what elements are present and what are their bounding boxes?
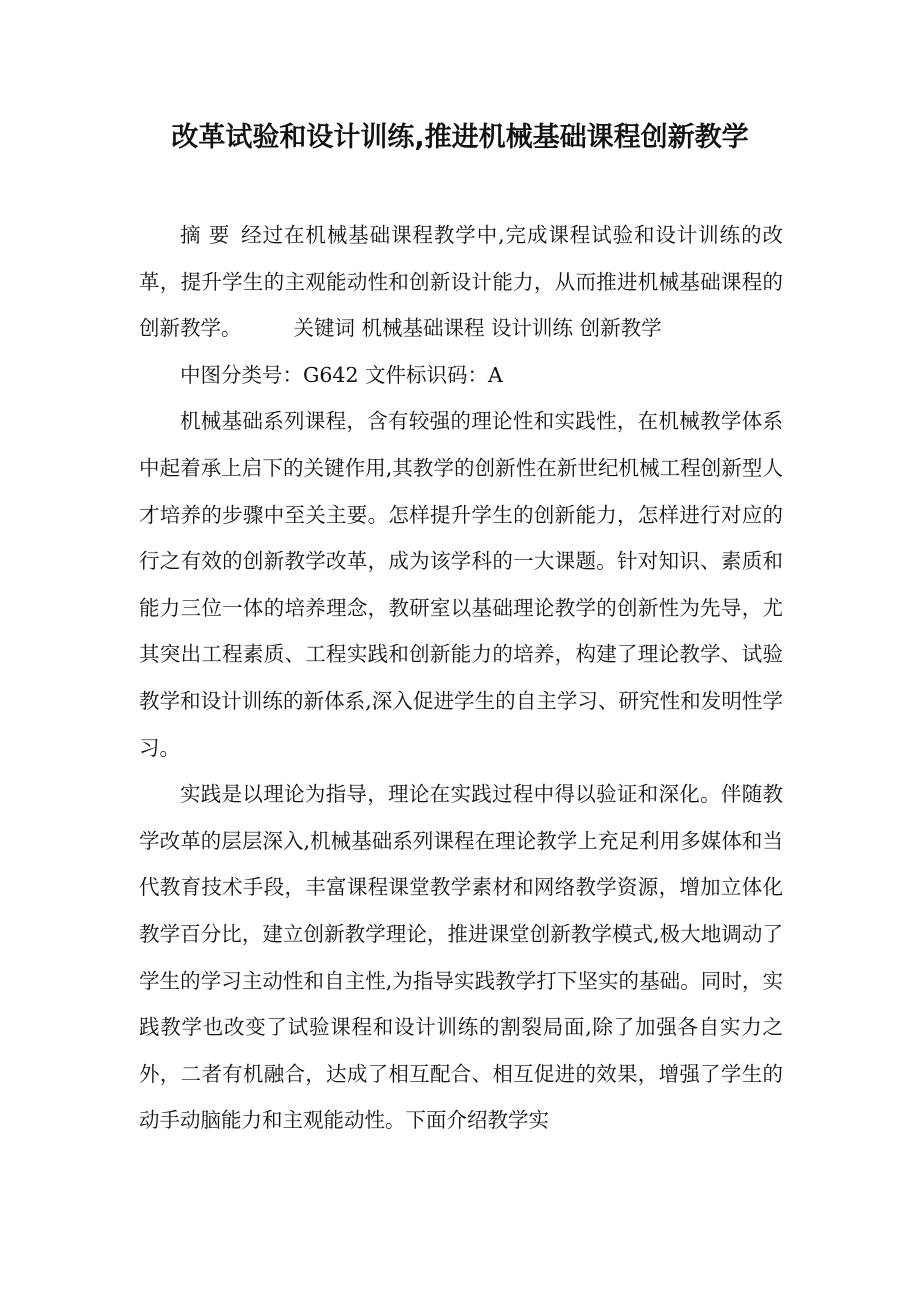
document-body: [139, 212, 783, 1144]
keywords-text: 机械基础课程 设计训练 创新教学: [361, 316, 662, 341]
body-paragraph-1: 机械基础系列课程，含有较强的理论性和实践性，在机械教学体系中起着承上启下的关键作用,其教学的创新性在新世纪机械工程创新型人才培养的步骤中至关主要。怎样提升学生的创新能力，怎样进行对应的行之有效的创新教学改革，成为该学科的一大课题。针对知识、素质和能力三位一体的培养理念，教研室以基础理论教学的创新性为先导，尤其突出工程素质、工程实践和创新能力的培养，构建了理论教学、试验教学和设计训练的新体系,深入促进学生的自主学习、研究性和发明性学习。: [139, 409, 783, 760]
keywords-label: 关键词: [293, 316, 355, 341]
classification-line: 中图分类号：G642 文件标识码：A: [180, 362, 503, 387]
abstract-paragraph: [139, 212, 783, 352]
abstract-label: 摘 要: [180, 223, 231, 247]
abstract-text: 经过在机械基础课程教学中,完成课程试验和设计训练的改革，提升学生的主观能动性和创新设计能力，从而推进机械基础课程的创新教学。: [139, 223, 783, 341]
document-title: 改革试验和设计训练,推进机械基础课程创新教学: [171, 122, 749, 153]
body-paragraph-2: 实践是以理论为指导，理论在实践过程中得以验证和深化。伴随教学改革的层层深入,机械基础系列课程在理论教学上充足利用多媒体和当代教育技术手段，丰富课程课堂教学素材和网络教学资源，增加立体化教学百分比，建立创新教学理论，推进课堂创新教学模式,极大地调动了学生的学习主动性和自主性,为指导实践教学打下坚实的基础。同时，实践教学也改变了试验课程和设计训练的割裂局面,除了加强各自实力之外，二者有机融合，达成了相互配合、相互促进的效果，增强了学生的动手动脑能力和主观能动性。下面介绍教学实: [139, 782, 783, 1133]
